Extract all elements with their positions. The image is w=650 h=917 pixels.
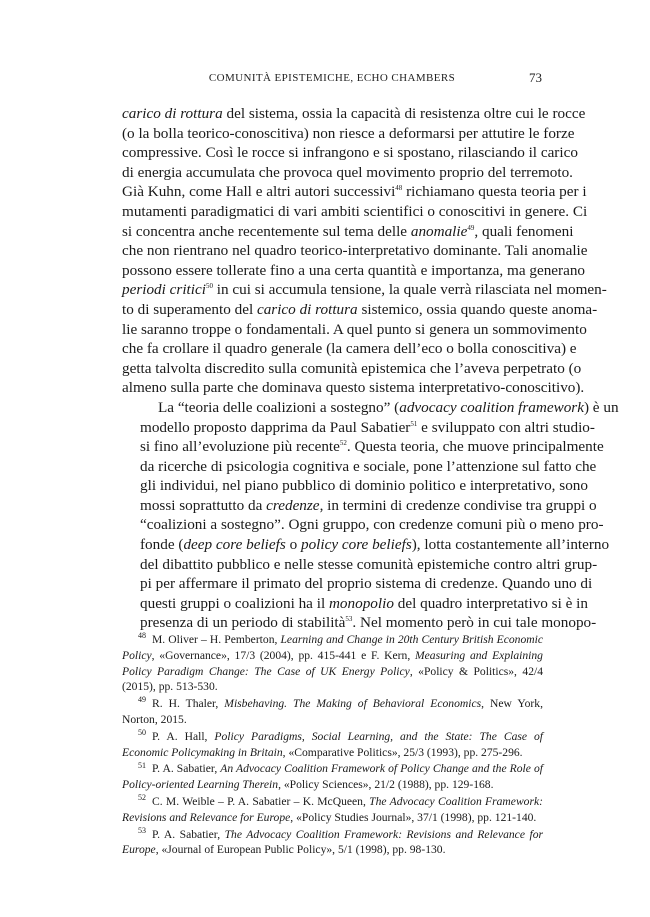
text-run: lie saranno troppe o fondamentali. A quel punto si genera un sommovimento <box>122 320 587 338</box>
italic-term: carico di rottura <box>256 300 358 318</box>
text-run: compressive. Così le rocce si infrangono e si spostano, rilasciando il carico <box>122 144 578 162</box>
text-run: richiamano questa teoria per i <box>402 183 587 201</box>
text-run: getta talvolta discredito sulla comunità epistemica che l’aveva perpetrato (o <box>122 359 582 377</box>
italic-term: carico di rottura <box>122 105 223 122</box>
text-line <box>122 320 587 340</box>
text-run: Già Kuhn, come Hall e altri autori successivi <box>122 183 396 201</box>
italic-term: policy core beliefs <box>300 536 412 554</box>
text-run: C. M. Weible – P. A. Sabatier – K. McQueen, <box>152 794 370 808</box>
italic-term: monopolio <box>328 594 394 612</box>
text-line <box>122 300 598 320</box>
italic-term: anomalie <box>410 222 468 240</box>
italic-term: Measuring and Explaining Policy Paradigm Change: The Case of UK Energy Policy <box>122 648 543 678</box>
text-run: che non rientrano nel quadro teorico-interpretativo dominante. Tali anomalie <box>122 242 588 260</box>
text-run: M. Oliver – H. Pemberton, <box>152 633 281 646</box>
footnote-ref: 53 <box>345 615 353 624</box>
footnote-number: 49 <box>138 695 146 705</box>
text-line <box>122 202 588 222</box>
text-line <box>122 476 588 496</box>
text-run: possono essere tollerate fino a una certa quantità e importanza, ma generano <box>122 261 586 279</box>
footnote-ref: 51 <box>410 419 418 428</box>
text-line <box>122 339 577 359</box>
text-line <box>122 378 585 398</box>
footnote-number: 48 <box>138 631 146 641</box>
text-line <box>122 261 586 281</box>
text-run: , quali fenomeni <box>474 222 574 240</box>
text-line <box>122 222 574 242</box>
text-run: pi per affermare il primato del proprio sistema di credenze. Quando uno di <box>140 575 593 593</box>
footnote <box>122 794 543 826</box>
text-run: del dibattito pubblico e nelle stesse comunità epistemiche contro altri grup- <box>140 555 598 573</box>
text-run: ), lotta costantemente all’interno <box>411 536 610 554</box>
text-run: o <box>285 536 301 554</box>
italic-term: Policy Paradigms, Social Learning, and the State: The Case of Economic Policymaking in Britain <box>122 729 543 759</box>
text-line <box>122 613 597 633</box>
text-run: . Nel momento però in cui tale monopo- <box>352 614 597 632</box>
text-run: mossi soprattutto da <box>140 496 267 514</box>
text-run: questi gruppi o coalizioni ha il <box>140 594 329 612</box>
text-run: , «Policy Studies Journal», 37/1 (1998), pp. 121-140. <box>290 810 537 824</box>
text-line <box>122 280 607 300</box>
text-line <box>122 574 593 594</box>
footnote <box>122 827 543 859</box>
text-line <box>122 182 587 202</box>
footnote-ref: 48 <box>395 184 403 193</box>
text-line <box>122 359 582 379</box>
text-run: to di superamento del <box>122 300 257 318</box>
italic-term: The Advocacy Coalition Framework: Revisions and Relevance for Europe <box>122 794 544 824</box>
text-run: , in termini di credenze condivise tra gruppi o <box>319 496 597 514</box>
body-text <box>122 104 619 633</box>
text-run: , «Policy & Politics», 42/4 (2015), pp. 513-530. <box>122 664 544 694</box>
text-line <box>122 515 604 535</box>
running-title: COMUNITÀ EPISTEMICHE, ECHO CHAMBERS <box>208 72 456 84</box>
text-run: e sviluppato con altri studio- <box>417 418 595 436</box>
text-line <box>122 124 575 144</box>
paragraph <box>122 398 619 633</box>
footnotes <box>122 632 543 859</box>
footnote-ref: 52 <box>339 439 347 448</box>
text-run: gli individui, nel piano pubblico di dominio politico e interpretativo, sono <box>140 477 588 495</box>
text-run: presenza di un periodo di stabilità <box>140 614 346 632</box>
text-run: in cui si accumula tensione, la quale verrà rilasciata nel momen- <box>212 281 607 299</box>
text-run: da ricerche di psicologia cognitiva e sociale, pone l’attenzione sul fatto che <box>140 457 597 475</box>
footnote-number: 52 <box>138 793 146 803</box>
text-run: mutamenti paradigmatici di vari ambiti scientifici o conoscitivi in genere. Ci <box>122 202 588 220</box>
text-run: , New York, Norton, 2015. <box>122 697 543 726</box>
footnote-number: 50 <box>138 727 146 737</box>
text-line <box>122 241 588 261</box>
footnote <box>122 632 543 695</box>
text-line <box>122 535 610 555</box>
text-run: “coalizioni a sostegno”. Ogni gruppo, con credenze comuni più o meno pro- <box>140 516 604 534</box>
text-line <box>122 496 597 516</box>
text-run: del quadro interpretativo si è in <box>393 594 588 612</box>
text-run: , «Governance», 17/3 (2004), pp. 415-441 e F. Kern, <box>151 648 415 662</box>
text-run: , «Policy Sciences», 21/2 (1988), pp. 129-168. <box>278 778 494 792</box>
italic-term: Misbehaving. The Making of Behavioral Economics <box>224 697 482 711</box>
text-run: almeno sulla parte che dominava questo sistema interpretativo-conoscitivo). <box>122 379 585 397</box>
text-run: che fa crollare il quadro generale (la camera dell’eco o bolla conoscitiva) e <box>122 340 577 358</box>
footnote-number: 53 <box>138 825 146 835</box>
text-run: del sistema, ossia la capacità di resistenza oltre cui le rocce <box>222 105 586 122</box>
text-line <box>122 457 597 477</box>
text-run: P. A. Hall, <box>152 729 215 743</box>
page-number: 73 <box>529 70 542 85</box>
text-run: si concentra anche recentemente sul tema delle <box>122 222 411 240</box>
text-run: di energia accumulata che provoca quel movimento proprio del terremoto. <box>122 163 573 181</box>
italic-term: advocacy coalition framework <box>399 398 584 416</box>
text-line <box>122 163 573 183</box>
text-line <box>122 398 619 418</box>
footnote <box>122 761 543 793</box>
footnote-number: 51 <box>138 760 146 770</box>
text-line <box>122 437 604 457</box>
text-run: fonde ( <box>140 536 184 554</box>
text-run: sistemico, ossia quando queste anoma- <box>357 300 598 318</box>
text-run: P. A. Sabatier, <box>152 827 225 841</box>
text-run: La “teoria delle coalizioni a sostegno” ( <box>158 398 400 416</box>
italic-term: deep core beliefs <box>183 536 286 554</box>
text-line <box>122 418 595 438</box>
text-run: (o la bolla teorico-conoscitiva) non riesce a deformarsi per attutire le forze <box>122 124 575 142</box>
italic-term: An Advocacy Coalition Framework of Policy Change and the Role of Policy-oriented Learning Therein <box>122 762 543 792</box>
text-line <box>122 555 598 575</box>
text-run: , «Comparative Politics», 25/3 (1993), pp. 275-296. <box>282 745 523 759</box>
italic-term: Learning and Change in 20th Century British Economic Policy <box>122 633 543 662</box>
text-line <box>122 594 588 614</box>
text-run: . Questa teoria, che muove principalmente <box>346 438 604 456</box>
text-run: P. A. Sabatier, <box>152 762 221 776</box>
text-line <box>122 143 578 163</box>
text-line <box>122 104 586 124</box>
italic-term: credenze <box>266 496 320 514</box>
footnote <box>122 696 543 728</box>
text-run: R. H. Thaler, <box>152 697 225 711</box>
text-run: si fino all’evoluzione più recente <box>140 438 340 456</box>
footnote-ref: 50 <box>205 282 213 291</box>
footnote <box>122 729 543 761</box>
text-run: modello proposto dapprima da Paul Sabatier <box>140 418 411 436</box>
text-run: ) è un <box>583 398 619 416</box>
paragraph <box>122 104 607 398</box>
footnote-ref: 49 <box>467 223 475 232</box>
italic-term: The Advocacy Coalition Framework: Revisions and Relevance for Europe <box>122 827 543 857</box>
italic-term: periodi critici <box>122 281 206 299</box>
text-run: , «Journal of European Public Policy», 5/1 (1998), pp. 98-130. <box>155 843 446 857</box>
